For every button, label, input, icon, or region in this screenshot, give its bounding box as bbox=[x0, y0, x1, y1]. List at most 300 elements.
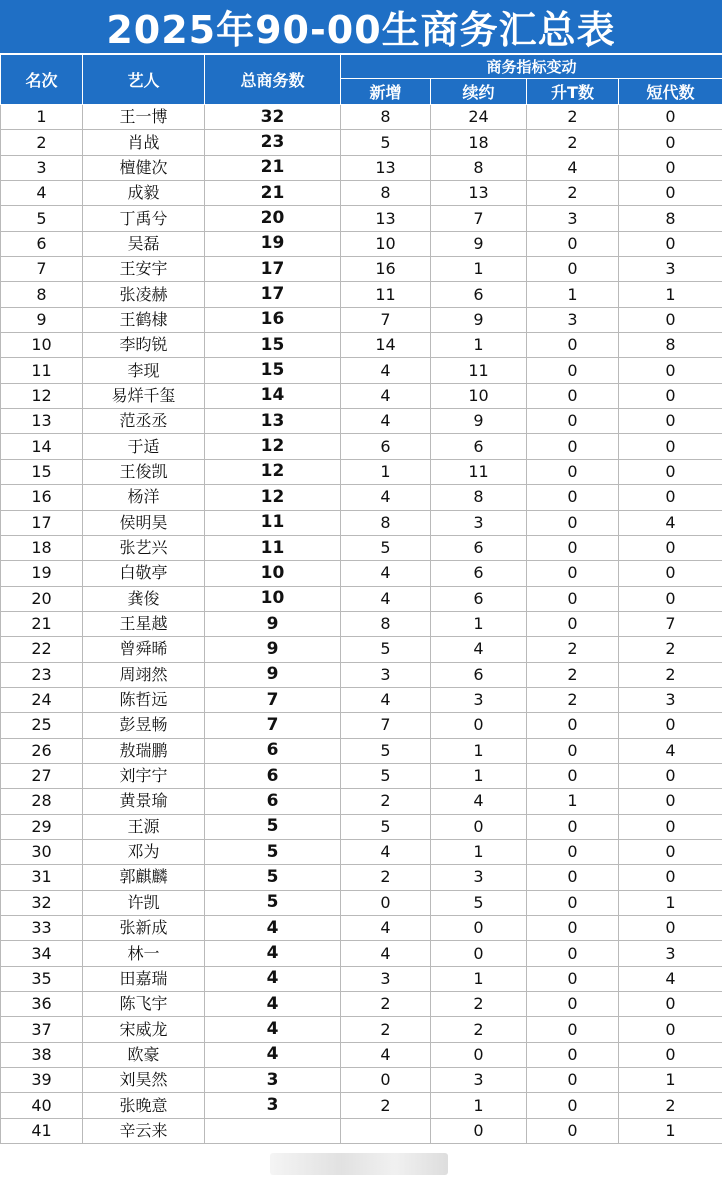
total-cell: 11 bbox=[205, 510, 341, 535]
short-cell: 0 bbox=[619, 155, 722, 180]
renew-cell: 9 bbox=[431, 307, 527, 332]
rank-cell: 41 bbox=[1, 1118, 83, 1143]
table-row[interactable] bbox=[1, 916, 722, 941]
rank-cell: 28 bbox=[1, 789, 83, 814]
rank-cell: 40 bbox=[1, 1093, 83, 1118]
artist-name-cell: 彭昱畅 bbox=[83, 713, 205, 738]
new-cell: 5 bbox=[341, 814, 431, 839]
rank-cell: 21 bbox=[1, 611, 83, 636]
new-cell: 1 bbox=[341, 459, 431, 484]
artist-name-cell: 张晚意 bbox=[83, 1093, 205, 1118]
table-row[interactable] bbox=[1, 1093, 722, 1118]
artist-name-cell: 杨洋 bbox=[83, 485, 205, 510]
rank-cell: 34 bbox=[1, 941, 83, 966]
new-cell: 7 bbox=[341, 307, 431, 332]
new-cell: 2 bbox=[341, 1017, 431, 1042]
artist-name-cell: 王源 bbox=[83, 814, 205, 839]
new-cell: 2 bbox=[341, 865, 431, 890]
new-cell: 4 bbox=[341, 687, 431, 712]
table-row[interactable] bbox=[1, 130, 722, 155]
total-cell: 4 bbox=[205, 1017, 341, 1042]
new-cell: 3 bbox=[341, 662, 431, 687]
artist-name-cell: 白敬亭 bbox=[83, 561, 205, 586]
renew-cell: 2 bbox=[431, 992, 527, 1017]
table-row[interactable] bbox=[1, 966, 722, 991]
short-cell: 2 bbox=[619, 637, 722, 662]
short-cell: 0 bbox=[619, 1017, 722, 1042]
short-cell: 0 bbox=[619, 561, 722, 586]
rank-cell: 35 bbox=[1, 966, 83, 991]
artist-name-cell: 肖战 bbox=[83, 130, 205, 155]
upgrade-cell: 2 bbox=[527, 181, 619, 206]
upgrade-cell: 4 bbox=[527, 155, 619, 180]
rank-cell: 26 bbox=[1, 738, 83, 763]
renew-cell: 0 bbox=[431, 916, 527, 941]
rank-cell: 4 bbox=[1, 181, 83, 206]
upgrade-cell: 0 bbox=[527, 434, 619, 459]
renew-cell: 24 bbox=[431, 105, 527, 130]
renew-cell: 9 bbox=[431, 231, 527, 256]
renew-cell: 4 bbox=[431, 637, 527, 662]
upgrade-cell: 3 bbox=[527, 307, 619, 332]
upgrade-cell: 0 bbox=[527, 713, 619, 738]
new-cell: 16 bbox=[341, 257, 431, 282]
renew-cell: 6 bbox=[431, 561, 527, 586]
rank-cell: 23 bbox=[1, 662, 83, 687]
upgrade-cell: 2 bbox=[527, 662, 619, 687]
short-cell: 0 bbox=[619, 358, 722, 383]
total-cell: 7 bbox=[205, 687, 341, 712]
upgrade-cell: 0 bbox=[527, 941, 619, 966]
short-cell: 0 bbox=[619, 307, 722, 332]
artist-name-cell: 黄景瑜 bbox=[83, 789, 205, 814]
rank-cell: 37 bbox=[1, 1017, 83, 1042]
upgrade-cell: 0 bbox=[527, 890, 619, 915]
renew-cell: 3 bbox=[431, 687, 527, 712]
rank-cell: 3 bbox=[1, 155, 83, 180]
renew-cell: 0 bbox=[431, 814, 527, 839]
header-renew[interactable]: 续约 bbox=[431, 79, 527, 105]
total-cell: 15 bbox=[205, 333, 341, 358]
table-row[interactable] bbox=[1, 1042, 722, 1067]
upgrade-cell: 0 bbox=[527, 485, 619, 510]
short-cell: 0 bbox=[619, 814, 722, 839]
total-cell: 14 bbox=[205, 383, 341, 408]
artist-name-cell: 郭麒麟 bbox=[83, 865, 205, 890]
table-row[interactable] bbox=[1, 383, 722, 408]
short-cell: 3 bbox=[619, 257, 722, 282]
renew-cell: 3 bbox=[431, 1068, 527, 1093]
table-row[interactable] bbox=[1, 282, 722, 307]
short-cell: 8 bbox=[619, 206, 722, 231]
new-cell: 8 bbox=[341, 510, 431, 535]
new-cell: 4 bbox=[341, 485, 431, 510]
business-table bbox=[0, 54, 722, 1144]
rank-cell: 16 bbox=[1, 485, 83, 510]
new-cell bbox=[341, 1118, 431, 1143]
new-cell: 4 bbox=[341, 358, 431, 383]
rank-cell: 11 bbox=[1, 358, 83, 383]
artist-name-cell: 张凌赫 bbox=[83, 282, 205, 307]
artist-name-cell: 许凯 bbox=[83, 890, 205, 915]
header-short[interactable]: 短代数 bbox=[619, 79, 722, 105]
total-cell: 6 bbox=[205, 763, 341, 788]
upgrade-cell: 0 bbox=[527, 510, 619, 535]
renew-cell: 1 bbox=[431, 611, 527, 636]
table-row[interactable] bbox=[1, 155, 722, 180]
header-rank[interactable]: 名次 bbox=[1, 55, 83, 105]
table-row[interactable] bbox=[1, 662, 722, 687]
renew-cell: 6 bbox=[431, 535, 527, 560]
total-cell: 13 bbox=[205, 409, 341, 434]
table-row[interactable] bbox=[1, 763, 722, 788]
short-cell: 0 bbox=[619, 916, 722, 941]
rank-cell: 1 bbox=[1, 105, 83, 130]
artist-name-cell: 刘昊然 bbox=[83, 1068, 205, 1093]
table-row[interactable] bbox=[1, 231, 722, 256]
renew-cell: 18 bbox=[431, 130, 527, 155]
table-row[interactable] bbox=[1, 992, 722, 1017]
upgrade-cell: 0 bbox=[527, 383, 619, 408]
total-cell: 5 bbox=[205, 839, 341, 864]
rank-cell: 10 bbox=[1, 333, 83, 358]
upgrade-cell: 0 bbox=[527, 409, 619, 434]
renew-cell: 3 bbox=[431, 510, 527, 535]
upgrade-cell: 0 bbox=[527, 763, 619, 788]
artist-name-cell: 李昀锐 bbox=[83, 333, 205, 358]
short-cell: 0 bbox=[619, 409, 722, 434]
total-cell: 10 bbox=[205, 586, 341, 611]
total-cell: 12 bbox=[205, 485, 341, 510]
upgrade-cell: 0 bbox=[527, 992, 619, 1017]
renew-cell: 3 bbox=[431, 865, 527, 890]
rank-cell: 33 bbox=[1, 916, 83, 941]
table-row[interactable] bbox=[1, 738, 722, 763]
new-cell: 4 bbox=[341, 941, 431, 966]
table-row[interactable] bbox=[1, 561, 722, 586]
artist-name-cell: 王鹤棣 bbox=[83, 307, 205, 332]
renew-cell: 8 bbox=[431, 155, 527, 180]
new-cell: 5 bbox=[341, 763, 431, 788]
table-row[interactable] bbox=[1, 941, 722, 966]
table-row[interactable] bbox=[1, 434, 722, 459]
short-cell: 2 bbox=[619, 662, 722, 687]
table-row[interactable] bbox=[1, 459, 722, 484]
rank-cell: 27 bbox=[1, 763, 83, 788]
table-row[interactable] bbox=[1, 687, 722, 712]
short-cell: 0 bbox=[619, 181, 722, 206]
page-title: 2025年90-00生商务汇总表 bbox=[0, 0, 722, 54]
artist-name-cell: 于适 bbox=[83, 434, 205, 459]
rank-cell: 6 bbox=[1, 231, 83, 256]
rank-cell: 39 bbox=[1, 1068, 83, 1093]
short-cell: 8 bbox=[619, 333, 722, 358]
new-cell: 13 bbox=[341, 155, 431, 180]
rank-cell: 7 bbox=[1, 257, 83, 282]
total-cell: 6 bbox=[205, 738, 341, 763]
total-cell: 3 bbox=[205, 1068, 341, 1093]
upgrade-cell: 1 bbox=[527, 282, 619, 307]
new-cell: 4 bbox=[341, 1042, 431, 1067]
new-cell: 14 bbox=[341, 333, 431, 358]
upgrade-cell: 0 bbox=[527, 1093, 619, 1118]
short-cell: 0 bbox=[619, 789, 722, 814]
total-cell: 9 bbox=[205, 637, 341, 662]
table-header bbox=[1, 55, 722, 105]
artist-name-cell: 檀健次 bbox=[83, 155, 205, 180]
upgrade-cell: 0 bbox=[527, 865, 619, 890]
total-cell: 6 bbox=[205, 789, 341, 814]
renew-cell: 1 bbox=[431, 839, 527, 864]
renew-cell: 10 bbox=[431, 383, 527, 408]
total-cell: 4 bbox=[205, 941, 341, 966]
short-cell: 0 bbox=[619, 713, 722, 738]
total-cell: 32 bbox=[205, 105, 341, 130]
upgrade-cell: 0 bbox=[527, 535, 619, 560]
artist-name-cell: 吴磊 bbox=[83, 231, 205, 256]
renew-cell: 6 bbox=[431, 434, 527, 459]
upgrade-cell: 3 bbox=[527, 206, 619, 231]
artist-name-cell: 侯明昊 bbox=[83, 510, 205, 535]
renew-cell: 1 bbox=[431, 1093, 527, 1118]
rank-cell: 22 bbox=[1, 637, 83, 662]
artist-name-cell: 敖瑞鹏 bbox=[83, 738, 205, 763]
table-row[interactable] bbox=[1, 713, 722, 738]
renew-cell: 6 bbox=[431, 282, 527, 307]
artist-name-cell: 邓为 bbox=[83, 839, 205, 864]
artist-name-cell: 李现 bbox=[83, 358, 205, 383]
rank-cell: 20 bbox=[1, 586, 83, 611]
artist-name-cell: 陈飞宇 bbox=[83, 992, 205, 1017]
new-cell: 4 bbox=[341, 383, 431, 408]
upgrade-cell: 2 bbox=[527, 105, 619, 130]
renew-cell: 0 bbox=[431, 1042, 527, 1067]
table-row[interactable] bbox=[1, 206, 722, 231]
upgrade-cell: 0 bbox=[527, 839, 619, 864]
table-row[interactable] bbox=[1, 839, 722, 864]
table-row[interactable] bbox=[1, 814, 722, 839]
new-cell: 4 bbox=[341, 916, 431, 941]
new-cell: 10 bbox=[341, 231, 431, 256]
total-cell: 19 bbox=[205, 231, 341, 256]
table-row[interactable] bbox=[1, 307, 722, 332]
renew-cell: 11 bbox=[431, 459, 527, 484]
table-row[interactable] bbox=[1, 181, 722, 206]
short-cell: 0 bbox=[619, 231, 722, 256]
total-cell: 21 bbox=[205, 181, 341, 206]
short-cell: 0 bbox=[619, 763, 722, 788]
artist-name-cell: 范丞丞 bbox=[83, 409, 205, 434]
artist-name-cell: 张艺兴 bbox=[83, 535, 205, 560]
upgrade-cell: 0 bbox=[527, 561, 619, 586]
renew-cell: 7 bbox=[431, 206, 527, 231]
total-cell: 4 bbox=[205, 966, 341, 991]
rank-cell: 31 bbox=[1, 865, 83, 890]
artist-name-cell: 曾舜晞 bbox=[83, 637, 205, 662]
artist-name-cell: 林一 bbox=[83, 941, 205, 966]
header-metric-group: 商务指标变动 bbox=[341, 55, 722, 79]
new-cell: 6 bbox=[341, 434, 431, 459]
table-row[interactable] bbox=[1, 1017, 722, 1042]
short-cell: 1 bbox=[619, 890, 722, 915]
short-cell: 2 bbox=[619, 1093, 722, 1118]
artist-name-cell: 张新成 bbox=[83, 916, 205, 941]
new-cell: 11 bbox=[341, 282, 431, 307]
rank-cell: 13 bbox=[1, 409, 83, 434]
table-row[interactable] bbox=[1, 865, 722, 890]
table-row[interactable] bbox=[1, 358, 722, 383]
renew-cell: 1 bbox=[431, 763, 527, 788]
artist-name-cell: 王安宇 bbox=[83, 257, 205, 282]
artist-name-cell: 刘宇宁 bbox=[83, 763, 205, 788]
header-total[interactable]: 总商务数 bbox=[205, 55, 341, 105]
header-upgrade[interactable]: 升T数 bbox=[527, 79, 619, 105]
short-cell: 0 bbox=[619, 1042, 722, 1067]
table-row[interactable] bbox=[1, 333, 722, 358]
short-cell: 0 bbox=[619, 992, 722, 1017]
header-artist[interactable]: 艺人 bbox=[83, 55, 205, 105]
renew-cell: 1 bbox=[431, 966, 527, 991]
short-cell: 1 bbox=[619, 1118, 722, 1143]
rank-cell: 24 bbox=[1, 687, 83, 712]
total-cell: 21 bbox=[205, 155, 341, 180]
renew-cell: 6 bbox=[431, 586, 527, 611]
total-cell: 5 bbox=[205, 890, 341, 915]
rank-cell: 15 bbox=[1, 459, 83, 484]
upgrade-cell: 0 bbox=[527, 257, 619, 282]
table-row[interactable] bbox=[1, 789, 722, 814]
rank-cell: 29 bbox=[1, 814, 83, 839]
rank-cell: 32 bbox=[1, 890, 83, 915]
new-cell: 8 bbox=[341, 181, 431, 206]
total-cell: 12 bbox=[205, 459, 341, 484]
obscured-overlay bbox=[270, 1153, 448, 1175]
table-row[interactable] bbox=[1, 611, 722, 636]
upgrade-cell: 0 bbox=[527, 1042, 619, 1067]
table-row[interactable] bbox=[1, 485, 722, 510]
rank-cell: 30 bbox=[1, 839, 83, 864]
table-row[interactable] bbox=[1, 1068, 722, 1093]
upgrade-cell: 0 bbox=[527, 586, 619, 611]
upgrade-cell: 0 bbox=[527, 1118, 619, 1143]
total-cell: 23 bbox=[205, 130, 341, 155]
total-cell: 17 bbox=[205, 257, 341, 282]
upgrade-cell: 0 bbox=[527, 231, 619, 256]
short-cell: 0 bbox=[619, 839, 722, 864]
total-cell: 9 bbox=[205, 662, 341, 687]
artist-name-cell: 龚俊 bbox=[83, 586, 205, 611]
artist-name-cell: 宋威龙 bbox=[83, 1017, 205, 1042]
table-row[interactable] bbox=[1, 586, 722, 611]
rank-cell: 9 bbox=[1, 307, 83, 332]
new-cell: 8 bbox=[341, 105, 431, 130]
renew-cell: 1 bbox=[431, 738, 527, 763]
rank-cell: 12 bbox=[1, 383, 83, 408]
upgrade-cell: 1 bbox=[527, 789, 619, 814]
new-cell: 3 bbox=[341, 966, 431, 991]
renew-cell: 9 bbox=[431, 409, 527, 434]
short-cell: 0 bbox=[619, 383, 722, 408]
total-cell: 4 bbox=[205, 916, 341, 941]
total-cell: 9 bbox=[205, 611, 341, 636]
total-cell: 7 bbox=[205, 713, 341, 738]
short-cell: 0 bbox=[619, 105, 722, 130]
short-cell: 0 bbox=[619, 434, 722, 459]
total-cell: 11 bbox=[205, 535, 341, 560]
short-cell: 0 bbox=[619, 865, 722, 890]
header-new[interactable]: 新增 bbox=[341, 79, 431, 105]
short-cell: 0 bbox=[619, 485, 722, 510]
short-cell: 3 bbox=[619, 941, 722, 966]
upgrade-cell: 0 bbox=[527, 916, 619, 941]
artist-name-cell: 丁禹兮 bbox=[83, 206, 205, 231]
renew-cell: 8 bbox=[431, 485, 527, 510]
renew-cell: 1 bbox=[431, 257, 527, 282]
total-cell: 5 bbox=[205, 865, 341, 890]
table-row[interactable] bbox=[1, 637, 722, 662]
short-cell: 1 bbox=[619, 1068, 722, 1093]
table-row[interactable] bbox=[1, 1118, 722, 1143]
table-row[interactable] bbox=[1, 105, 722, 130]
renew-cell: 1 bbox=[431, 333, 527, 358]
total-cell: 4 bbox=[205, 992, 341, 1017]
rank-cell: 25 bbox=[1, 713, 83, 738]
new-cell: 2 bbox=[341, 992, 431, 1017]
new-cell: 2 bbox=[341, 789, 431, 814]
renew-cell: 2 bbox=[431, 1017, 527, 1042]
upgrade-cell: 0 bbox=[527, 1068, 619, 1093]
table-row[interactable] bbox=[1, 510, 722, 535]
new-cell: 5 bbox=[341, 637, 431, 662]
upgrade-cell: 0 bbox=[527, 966, 619, 991]
upgrade-cell: 0 bbox=[527, 1017, 619, 1042]
total-cell: 4 bbox=[205, 1042, 341, 1067]
rank-cell: 14 bbox=[1, 434, 83, 459]
artist-name-cell: 王一博 bbox=[83, 105, 205, 130]
rank-cell: 5 bbox=[1, 206, 83, 231]
total-cell: 12 bbox=[205, 434, 341, 459]
new-cell: 2 bbox=[341, 1093, 431, 1118]
table-body bbox=[1, 105, 722, 1144]
artist-name-cell: 陈哲远 bbox=[83, 687, 205, 712]
renew-cell: 5 bbox=[431, 890, 527, 915]
upgrade-cell: 0 bbox=[527, 611, 619, 636]
total-cell: 5 bbox=[205, 814, 341, 839]
new-cell: 8 bbox=[341, 611, 431, 636]
short-cell: 0 bbox=[619, 586, 722, 611]
table-row[interactable] bbox=[1, 890, 722, 915]
new-cell: 0 bbox=[341, 1068, 431, 1093]
table-row[interactable] bbox=[1, 535, 722, 560]
renew-cell: 0 bbox=[431, 1118, 527, 1143]
short-cell: 0 bbox=[619, 459, 722, 484]
artist-name-cell: 周翊然 bbox=[83, 662, 205, 687]
renew-cell: 6 bbox=[431, 662, 527, 687]
total-cell: 16 bbox=[205, 307, 341, 332]
new-cell: 7 bbox=[341, 713, 431, 738]
artist-name-cell: 易烊千玺 bbox=[83, 383, 205, 408]
new-cell: 0 bbox=[341, 890, 431, 915]
upgrade-cell: 0 bbox=[527, 814, 619, 839]
renew-cell: 0 bbox=[431, 713, 527, 738]
renew-cell: 4 bbox=[431, 789, 527, 814]
artist-name-cell: 辛云来 bbox=[83, 1118, 205, 1143]
artist-name-cell: 王星越 bbox=[83, 611, 205, 636]
short-cell: 3 bbox=[619, 687, 722, 712]
table-row[interactable] bbox=[1, 409, 722, 434]
new-cell: 5 bbox=[341, 535, 431, 560]
table-row[interactable] bbox=[1, 257, 722, 282]
